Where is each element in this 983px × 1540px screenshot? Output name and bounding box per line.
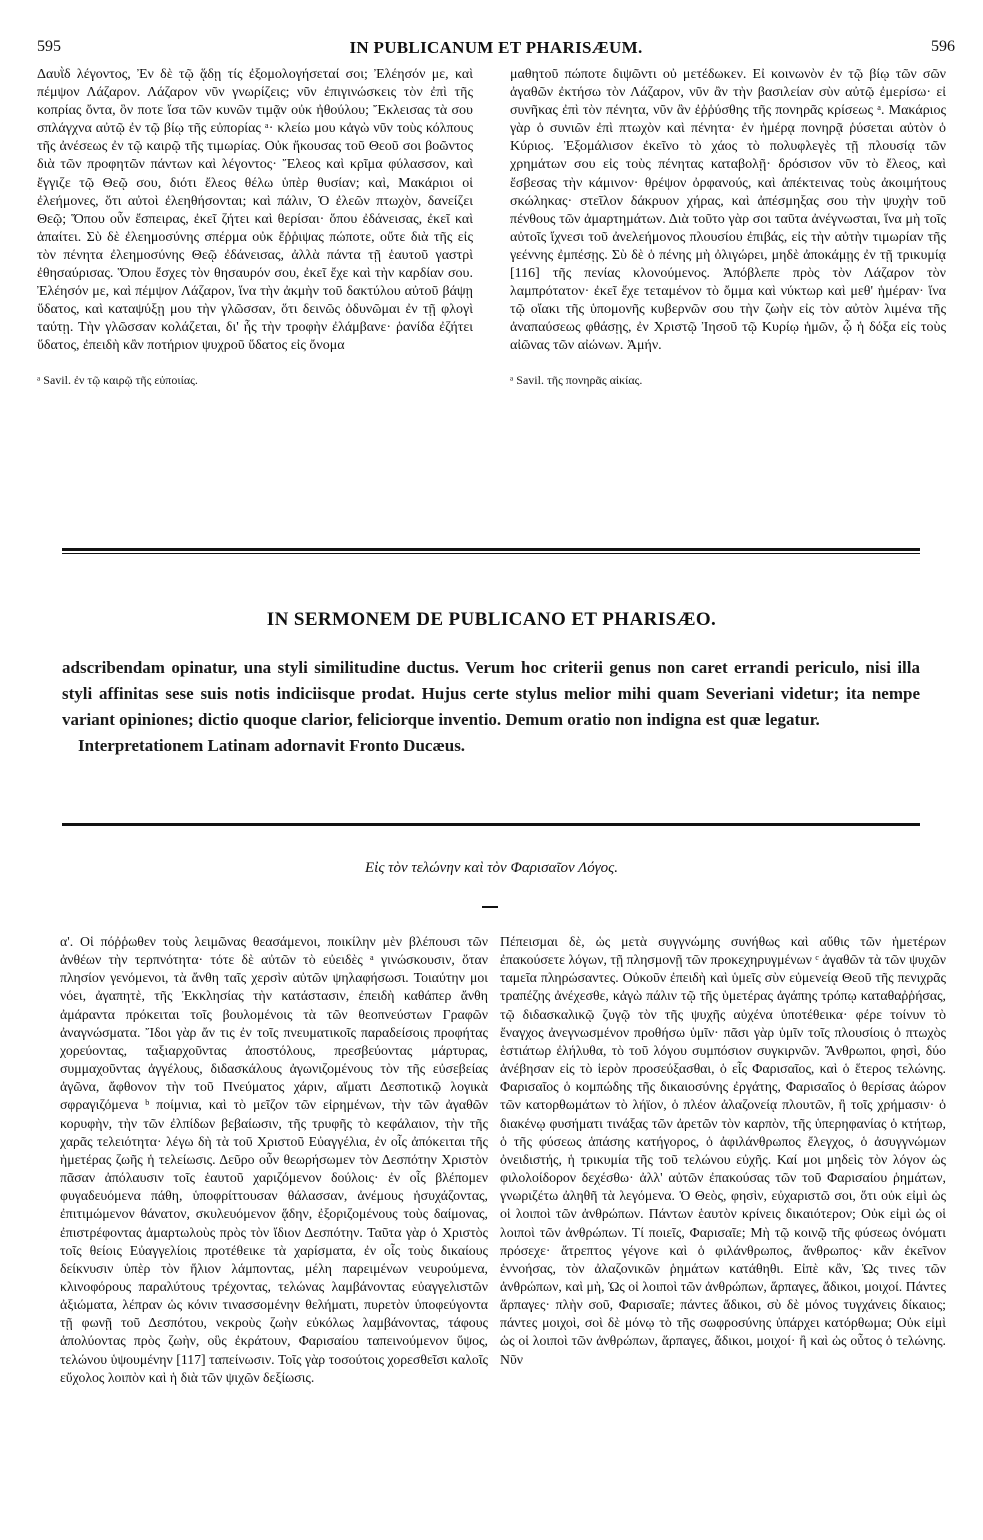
upper-left-footnote: ᵃ Savil. ἐν τῷ καιρῷ τῆς εὐποιίας. (37, 372, 198, 387)
section-divider (62, 823, 920, 826)
upper-right-footnote: ᵃ Savil. τῆς πονηρᾶς αἰκίας. (510, 372, 643, 387)
lower-column-right (500, 933, 946, 1369)
upper-right-text: μαθητοῦ πώποτε διψῶντι οὐ μετέδωκεν. Εἰ κοινωνὸν ἐν τῷ βίῳ τῶν σῶν ἀγαθῶν ἐκτήσω τὸν Λάζαρον, νῦν ἂν τὴν βασιλείαν σὺν αὐτῷ ἐμερίσω· εἰ συνῆκας ἐπὶ τὸν πένητα, νῦν ἂν ἐῤῥύσθης τῆς πονηρᾶς κρίσεως ᵃ. Μακάριος γὰρ ὁ συνιῶν ἐπὶ πτωχὸν καὶ πένητα· ἐν ἡμέρᾳ πονηρᾷ ῥύσεται αὐτὸν ὁ Κύριος. Ἐξομάλισον ἐκεῖνο τὸ χάος τὸ πολυφλεγὲς τῇ πλουσίᾳ τῶν χρημάτων σου εἰς τοὺς πένητας καταβολῇ· δρόσισον νῦν τὸ ἔλεος, καὶ ἔσβεσας τὴν κάμινον· θρέψον ὀρφανούς, καὶ ἀπέκτεινας τοὺς ἀκοιμήτους σκώληκας· στεῖλον δάκρυον χήρας, καὶ ἀπέσμηξας σου τὴν ψυχὴν τοῦ πένθους τῶν ἁμαρτημάτων. Διὰ τοῦτο γὰρ σοι ταῦτα ἀνέγνωσται, ἵνα μὴ τοῖς αὐτοῖς ἴχνεσι τοῦ ἀνελεήμονος πλουσίου ἐπιβάς, εἰς τὴν αὐτὴν τιμωρίαν τῆς γεέννης ἐμπέσῃς. Σὺ δὲ ὁ πένης μὴ ὀλιγώρει, μηδὲ ἀποκάμῃς ἐν τῇ τρικυμίᾳ [116] τῆς πενίας κλονούμενος. Ἀπόβλεπε πρὸς τὸν Λάζαρον τὸν λαμπρότατον· ἐκεῖ ἔχε τεταμένον τὸ ὄμμα καὶ νύκτωρ καὶ μεθ' ἡμέραν· ἵνα τῷ οἴακι τῆς ὑπομονῆς κυβερνῶν σου τὴν ζωὴν εἰς τὸν αὐτὸν λιμένα τῆς ἀναπαύσεως φθάσῃς, ἐν Χριστῷ Ἰησοῦ τῷ Κυρίῳ ἡμῶν, ᾧ ἡ δόξα εἰς τοὺς αἰῶνας τῶν αἰώνων. Ἀμήν. (510, 67, 946, 354)
upper-column-left (37, 66, 473, 388)
lower-right-text: Πέπεισμαι δὲ, ὡς μετὰ συγγνώμης συνήθως καὶ αὔθις τῶν ἡμετέρων ἐπακούσετε λόγων, τῇ πλησμονῇ τῶν προκεχηρυγμένων ᶜ ἀγαθῶν τὰ τῶν ψυχῶν ταμεῖα πληρώσαντες. Οὐκοῦν ἐπειδὴ καὶ ὑμεῖς σὺν εὐμενείᾳ Θεοῦ τῆς πενιχρᾶς τραπέζης ἀνέχεσθε, κἀγὼ πάλιν τῷ τῆς ὑμετέρας ἀγάπης τρόπῳ καταθαῤῥήσας, τῷ διδασκαλικῷ ζυγῷ τὸν τῆς ψυχῆς αὐχένα ὑποτέθεικα· φέρε τοίνυν τὸ ἔναγχος ἀνεγνωσμένον προθήσω ὑμῖν· πᾶσι γὰρ ὑμῖν τοῖς πλουσίοις ὁ πτωχὸς ἑστιάτωρ ἐλήλυθα, τὸ τοῦ λόγου συμπόσιον συγκιρνῶν. Ἄνθρωποι, φησὶ, δύο ἀνέβησαν εἰς τὸ ἱερὸν προσεύξασθαι, ὁ εἷς Φαρισαῖος, καὶ ὁ ἕτερος τελώνης. Φαρισαῖος ὁ κομπώδης τῆς δικαιοσύνης ἐργάτης, Φαρισαῖος ὁ θερίσας ἀώρον τῶν κατορθωμάτων τὸ λήϊον, ὁ πλέον ἀλαζονείᾳ πλουτῶν, ἢ τοῖς χρήμασιν· ὁ διακένῳ φυσήματι τινάξας τῶν ἀρετῶν τὸν καρπὸν, τῆς ὑπερηφανίας ὁ κτήτωρ, ὁ τῆς φύσεως ἁπάσης κατήγορος, ὁ ἀφιλάνθρωπος ἔλεγχος, ὁ ἀσυγγνώμων ὀνειδιστής, ἡ τρικυμία τῆς τοῦ τελώνου εὐχῆς. Καί μοι μηδεὶς τὸν λόγον ὡς φιλολοίδορον δεχέσθω· ἀλλ' αὐτῶν ἐπακούσας τῶν τοῦ Φαρισαίου ῥημάτων, γνωριζέτω ἀληθῆ τὰ λεγόμενα. Ὁ Θεὸς, φησὶν, εὐχαριστῶ σοι, ὅτι οὐκ εἰμὶ ὡς οἱ λοιποὶ τῶν ἀνθρώπων. Πάντων ἑαυτὸν κρίνεις δικαιότερον; Οὐκ εἰμὶ ὡς οἱ λοιποὶ τῶν ἀνθρώπων. Τί ποιεῖς, Φαρισαῖε; Μὴ τῷ κοινῷ τῆς φύσεως ὀνόματι πρόσεχε· ἄτρεπτος γέγονε καὶ ὁ φιλάνθρωπος, ἄνθρωπος· κἂν ἐκεῖνον ἐννοήσας, τὸν ἀλαζονικῶν ῥημάτων κατάθηθι. Εἰπὲ κἂν, Ὡς τινες τῶν ἀνθρώπων, καὶ μὴ, Ὡς οἱ λοιποὶ τῶν ἀνθρώπων, ἅρπαγες, ἄδικοι, μοιχοί. Πάντες ἅρπαγες· πλὴν σοῦ, Φαρισαῖε; πάντες ἄδικοι, σὺ δὲ μόνος τυγχάνεις δίκαιος; πάντες μοιχοὶ, σοὶ δὲ μόνῳ τὸ τῆς σωφροσύνης ὑπάρχει κατόρθωμα; Οὐκ εἰμὶ ὡς οἱ λοιποὶ τῶν ἀνθρώπων, ἅρπαγες, ἄδικοι, μοιχοί· ἢ καὶ ὡς οὗτος ὁ τελώνης. Νῦν (500, 934, 946, 1367)
lower-left-text: α'. Οἱ πόῤῥωθεν τοὺς λειμῶνας θεασάμενοι, ποικίλην μὲν βλέπουσι τῶν ἀνθέων τὴν τερπνότητα· τότε δὲ αὐτῶν τὸ εὐειδὲς ᵃ γινώσκουσιν, ὅταν πλησίον γενόμενοι, τὰ ἄνθη ταῖς χερσὶν αὐτῶν ψηλαφήσωσι. Τοιαύτην μοι νόει, ἀγαπητὲ, τῆς Ἐκκλησίας τὴν κατάστασιν, ἐπειδὴ καθάπερ ἄνθη ἀμάραντα πρόκειται τοῖς βουλομένοις τὰ τῶν θεοπνεύστων Γραφῶν ἀναγνώσματα. Ἴδοι γὰρ ἄν τις ἐν τοῖς πνευματικοῖς παραδείσοις προφήτας χορεύοντας, ταξιαρχοῦντας ἀποστόλους, πρεσβεύοντας μάρτυρας, συμμαχοῦντας ἀγγέλους, διδασκάλους ἀγωνιζομένους τὸν τῆς εὐσεβείας ἀγῶνα, ἄφθονον τὴν τοῦ Πνεύματος χάριν, αἵματι Δεσποτικῷ λογικὰ σφραγιζόμενα ᵇ ποίμνια, καὶ τὸ μεῖζον τῶν εἰρημένων, τὴν τῶν ἀγαθῶν κορυφὴν, τὴν τῶν ἐλπίδων βεβαίωσιν, τῆς τρυφῆς τὸ κεφάλαιον, τὴν τῆς χαρᾶς τελειότητα· λέγω δὴ τὰ τοῦ Χριστοῦ Εὐαγγέλια, ἐν οἷς ἀπόκειται τῆς ἡμετέρας ζωῆς ἡ τελείωσις. Δεῦρο οὖν θεωρήσωμεν τὸν Δεσπότην Χριστὸν πᾶσαν ἀπόλαυσιν τοῖς ἑαυτοῦ χαριζόμενον δούλοις· ἐν οἷς βλέπομεν φυγαδευόμενα πάθη, ὑποφρίττουσαν θάλασσαν, ἀνέμους ἡσυχάζοντας, ἐπιτιμώμενον θάνατον, σκυλευόμενον ᾅδην, ἐξοριζομένους τοὺς δαίμονας, ἐπιστρέφοντας ἁμαρτωλοὺς πρὸς τὸν ἴδιον Δεσπότην. Ταῦτα γὰρ ὁ Χριστὸς τοῖς θείοις Εὐαγγελίοις προτέθεικε τὰ χαρίσματα, ἐν οἷς τοὺς δικαίους δείκνυσιν ὑπὲρ τὸν ἥλιον λάμποντας, μέλη παρειμένων νευρούμενα, κλινοφόρους παραλύτους τρέχοντας, τελώνας λαμβάνοντας εὐαγγελιστῶν ἀξιώματα, λέπραν ὡς κόνιν τινασσομένην θελήματι, πυρετὸν ὑποφεύγοντα τῇ φωνῇ τοῦ Δεσπότου, νεκροὺς ζωὴν εὐκόλως λαμβάνοντας, τάφους ἀπολύοντας πρὸς ζωὴν, οὓς ἐκράτουν, Φαρισαίου ταπεινούμενον ὕψος, τελώνου ὑψουμένην [117] ταπείνωσιν. Τοῖς γὰρ τοσούτοις χορεσθεῖσι καλοῖς εὔχολος λοιπὸν καὶ ἡ διὰ τῶν ψιχῶν δεξίωσις. (60, 934, 488, 1385)
upper-left-text: Δαυῒδ λέγοντος, Ἐν δὲ τῷ ᾅδῃ τίς ἐξομολογήσεταί σοι; Ἐλέησόν με, καὶ πέμψον Λάζαρον. Λάζαρον νῦν γνωρίζεις; νῦν ἐπιγινώσκεις τὸν ἐπὶ τῆς κοπρίας ὄντα, ὃν ποτε ἴσα τῶν κυνῶν τιμᾷν οὐκ ἠθούλου; Ἔκλεισας τὰ σου σπλάγχνα αὐτῷ ἐν τῷ βίῳ τῆς εὐπορίας ᵃ· κλείω μου κἀγὼ νῦν τοὺς κόλπους τῆς ἀνέσεως ἐν τῷ καιρῷ τῆς τιμωρίας. Οὐκ ἤκουσας τοῦ Θεοῦ σοι βοῶντος διὰ τῶν προφητῶν πάντων καὶ λέγοντος· Ἔλεος καὶ κρῖμα φύλασσον, καὶ ἔγγιζε τῷ Θεῷ σου, διότι ἔλεος θέλω ὑπὲρ θυσίαν; καὶ, Μακάριοι οἱ ἐλεήμονες, ὅτι αὐτοὶ ἐλεηθήσονται; καὶ πάλιν, Ὁ ἐλεῶν πτωχὸν, δανείζει Θεῷ; Ὅπου οὖν ἔσπειρας, ἐκεῖ ζήτει καὶ θερίσαι· ὅπου ἐδάνεισας, ἐκεῖ καὶ ἀπαίτει. Σὺ δὲ ἐλεημοσύνης σπέρμα οὐκ ἔῤῥιψας πώποτε, οὔτε διὰ τῆς εἰς τὸν πένητα ἐλεημοσύνης Θεῷ ἐδάνεισας, ἀλλὰ πάντα τῇ ἑαυτοῦ γαστρὶ ἐθησαύρισας. Ὅπου ἔσχες τὸν θησαυρόν σου, ἐκεῖ ἔχε καὶ τὴν καρδίαν σου. Ἐλέησόν με, καὶ πέμψον Λάζαρον, ἵνα τὴν ἀκμὴν τοῦ δακτύλου αὐτοῦ βάψῃ ὕδατος, καὶ καταψύξῃ μου τὴν γλῶσσαν, ὅτι δεινῶς ὀδυνῶμαι ἐν τῇ φλογὶ ταύτῃ. Τὴν γλῶσσαν κολάζεται, δι' ἧς τὴν τροφὴν ἐλάμβανε· ῥανίδα ἐζήτει ὕδατος, ἐπειδὴ κἂν ποτήριον ψυχροῦ ὕδατος εἰς ὄνομα (37, 67, 473, 354)
lower-column-left (60, 933, 488, 1387)
page-number-left: 595 (37, 38, 61, 55)
running-title: IN PUBLICANUM ET PHARISÆUM. (349, 38, 643, 57)
page-number-right: 596 (931, 38, 955, 55)
title-dash (482, 906, 498, 908)
upper-column-right (510, 66, 946, 388)
greek-title: Εἰς τὸν τελώνην καὶ τὸν Φαρισαῖον Λόγος. (364, 860, 618, 876)
running-head (37, 38, 955, 64)
latin-paragraph: adscribendam opinatur, una styli similitudine ductus. Verum hoc criterii genus non caret errandi periculo, nisi illa styli affinitas sese suis notis indiciisque prodat. Hujus certe stylus melior mihi quam Severiani videtur; ita nempe variant opiniones; dictio quoque clarior, feliciorque inventio. Demum oratio non indigna est quæ legatur. (62, 658, 920, 729)
section-heading: IN SERMONEM DE PUBLICANO ET PHARISÆO. (266, 609, 717, 630)
section-divider-thin (62, 553, 920, 554)
translator-note: Interpretationem Latinam adornavit Fronto Ducæus. (78, 736, 466, 755)
latin-introduction (62, 655, 920, 759)
section-divider-thick (62, 548, 920, 551)
